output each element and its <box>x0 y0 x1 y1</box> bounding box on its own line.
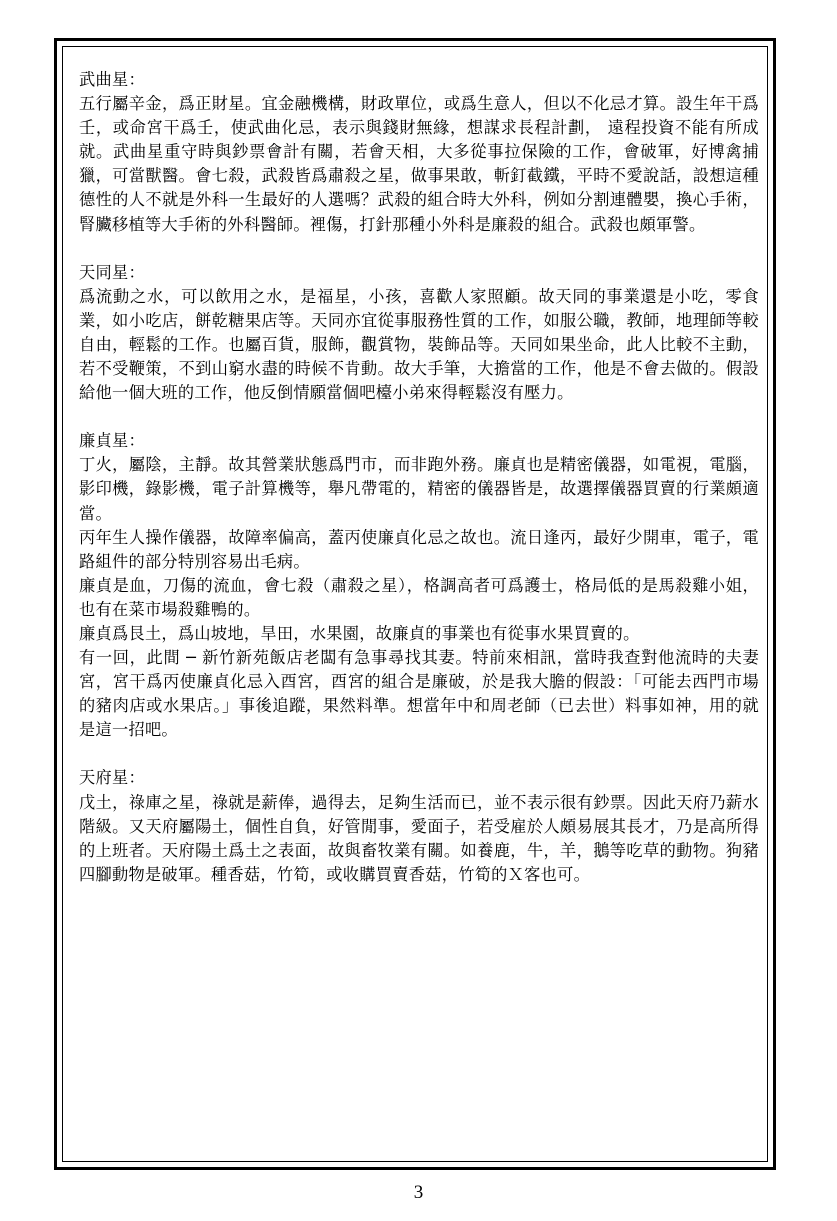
section-heading: 廉貞星： <box>79 431 145 451</box>
section-heading: 武曲星： <box>79 70 145 89</box>
section-tiantong <box>79 261 759 406</box>
page-number: 3 <box>413 1182 424 1203</box>
section-heading: 天府星： <box>79 768 145 788</box>
section-paragraph: 丁火，屬陰，主靜。故其營業狀態爲門市，而非跑外務。廉貞也是精密儀器，如電視，電腦，影印機，錄影機，電子計算機等，舉凡帶電的，精密的儀器皆是，故選擇儀器買賣的行業頗適當。 <box>79 455 759 523</box>
document-body <box>79 68 759 911</box>
section-wuqu <box>79 68 759 237</box>
section-paragraph: 廉貞爲艮土，爲山坡地，旱田，水果園，故廉貞的事業也有從事水果買賣的。 <box>79 623 640 643</box>
section-paragraph: 有一回，此間 ─ 新竹新苑飯店老闆有急事尋找其妻。特前來相訊，當時我查對他流時的夫妻宮，宮干爲丙使廉貞化忌入酉宮，酉宮的組合是廉破，於是我大膽的假設：「可能去西門市場的豬肉店或水果店。」事後追蹤，果然料準。想當年中和周老師（已去世）料事如神，用的就是這一招吧。 <box>79 648 759 740</box>
section-paragraph: 戊土，祿庫之星，祿就是薪俸，過得去，足夠生活而已，並不表示很有鈔票。因此天府乃薪水階級。又天府屬陽土，個性自負，好管閒事，愛面子，若受雇於人頗易展其長才，乃是高所得的上班者。天府陽土爲土之表面，故與畜牧業有關。如養鹿，牛，羊，鵝等吃草的動物。狗豬四腳動物是破軍。種香菇，竹筍，或收購買賣香菇，竹筍的Ｘ客也可。 <box>79 792 759 884</box>
section-paragraph: 丙年生人操作儀器，故障率偏高，蓋丙使廉貞化忌之故也。流日逢丙，最好少開車，電子，電路組件的部分特別容易出毛病。 <box>79 527 759 571</box>
section-tianfu <box>79 766 759 886</box>
section-heading: 天同星： <box>79 262 145 282</box>
section-paragraph: 五行屬辛金，爲正財星。宜金融機構，財政單位，或爲生意人，但以不化忌才算。設生年干爲壬，或命宮干爲壬，使武曲化忌，表示與錢財無緣，想謀求長程計劃， 遠程投資不能有所成就。武曲星重守時與鈔票會計有關，若會天相，大多從事拉保險的工作，會破軍，好博禽捕獵，可當獸醫。會七殺，武殺皆爲肅殺之星，做事果敢，斬釘截鐵，平時不愛說話，設想這種德性的人不就是外科一生最好的人選嗎？武殺的組合時大外科，例如分割連體嬰，換心手術，腎臟移植等大手術的外科醫師。裡傷，打針那種小外科是廉殺的組合。武殺也頗軍警。 <box>79 94 759 234</box>
section-paragraph: 廉貞是血，刀傷的流血，會七殺（肅殺之星），格調高者可爲護士，格局低的是馬殺雞小姐，也有在菜市場殺雞鴨的。 <box>79 575 759 619</box>
section-lianzhen <box>79 429 759 742</box>
section-paragraph: 爲流動之水，可以飲用之水，是福星，小孩，喜歡人家照顧。故天同的事業還是小吃，零食業，如小吃店，餅乾糖果店等。天同亦宜從事服務性質的工作，如服公職，教師，地理師等較自由，輕鬆的工作。也屬百貨，服飾，觀賞物，裝飾品等。天同如果坐命，此人比較不主動，若不受鞭策，不到山窮水盡的時候不肯動。故大手筆，大擔當的工作，他是不會去做的。假設給他一個大班的工作，他反倒情願當個吧檯小弟來得輕鬆沒有壓力。 <box>79 286 759 403</box>
